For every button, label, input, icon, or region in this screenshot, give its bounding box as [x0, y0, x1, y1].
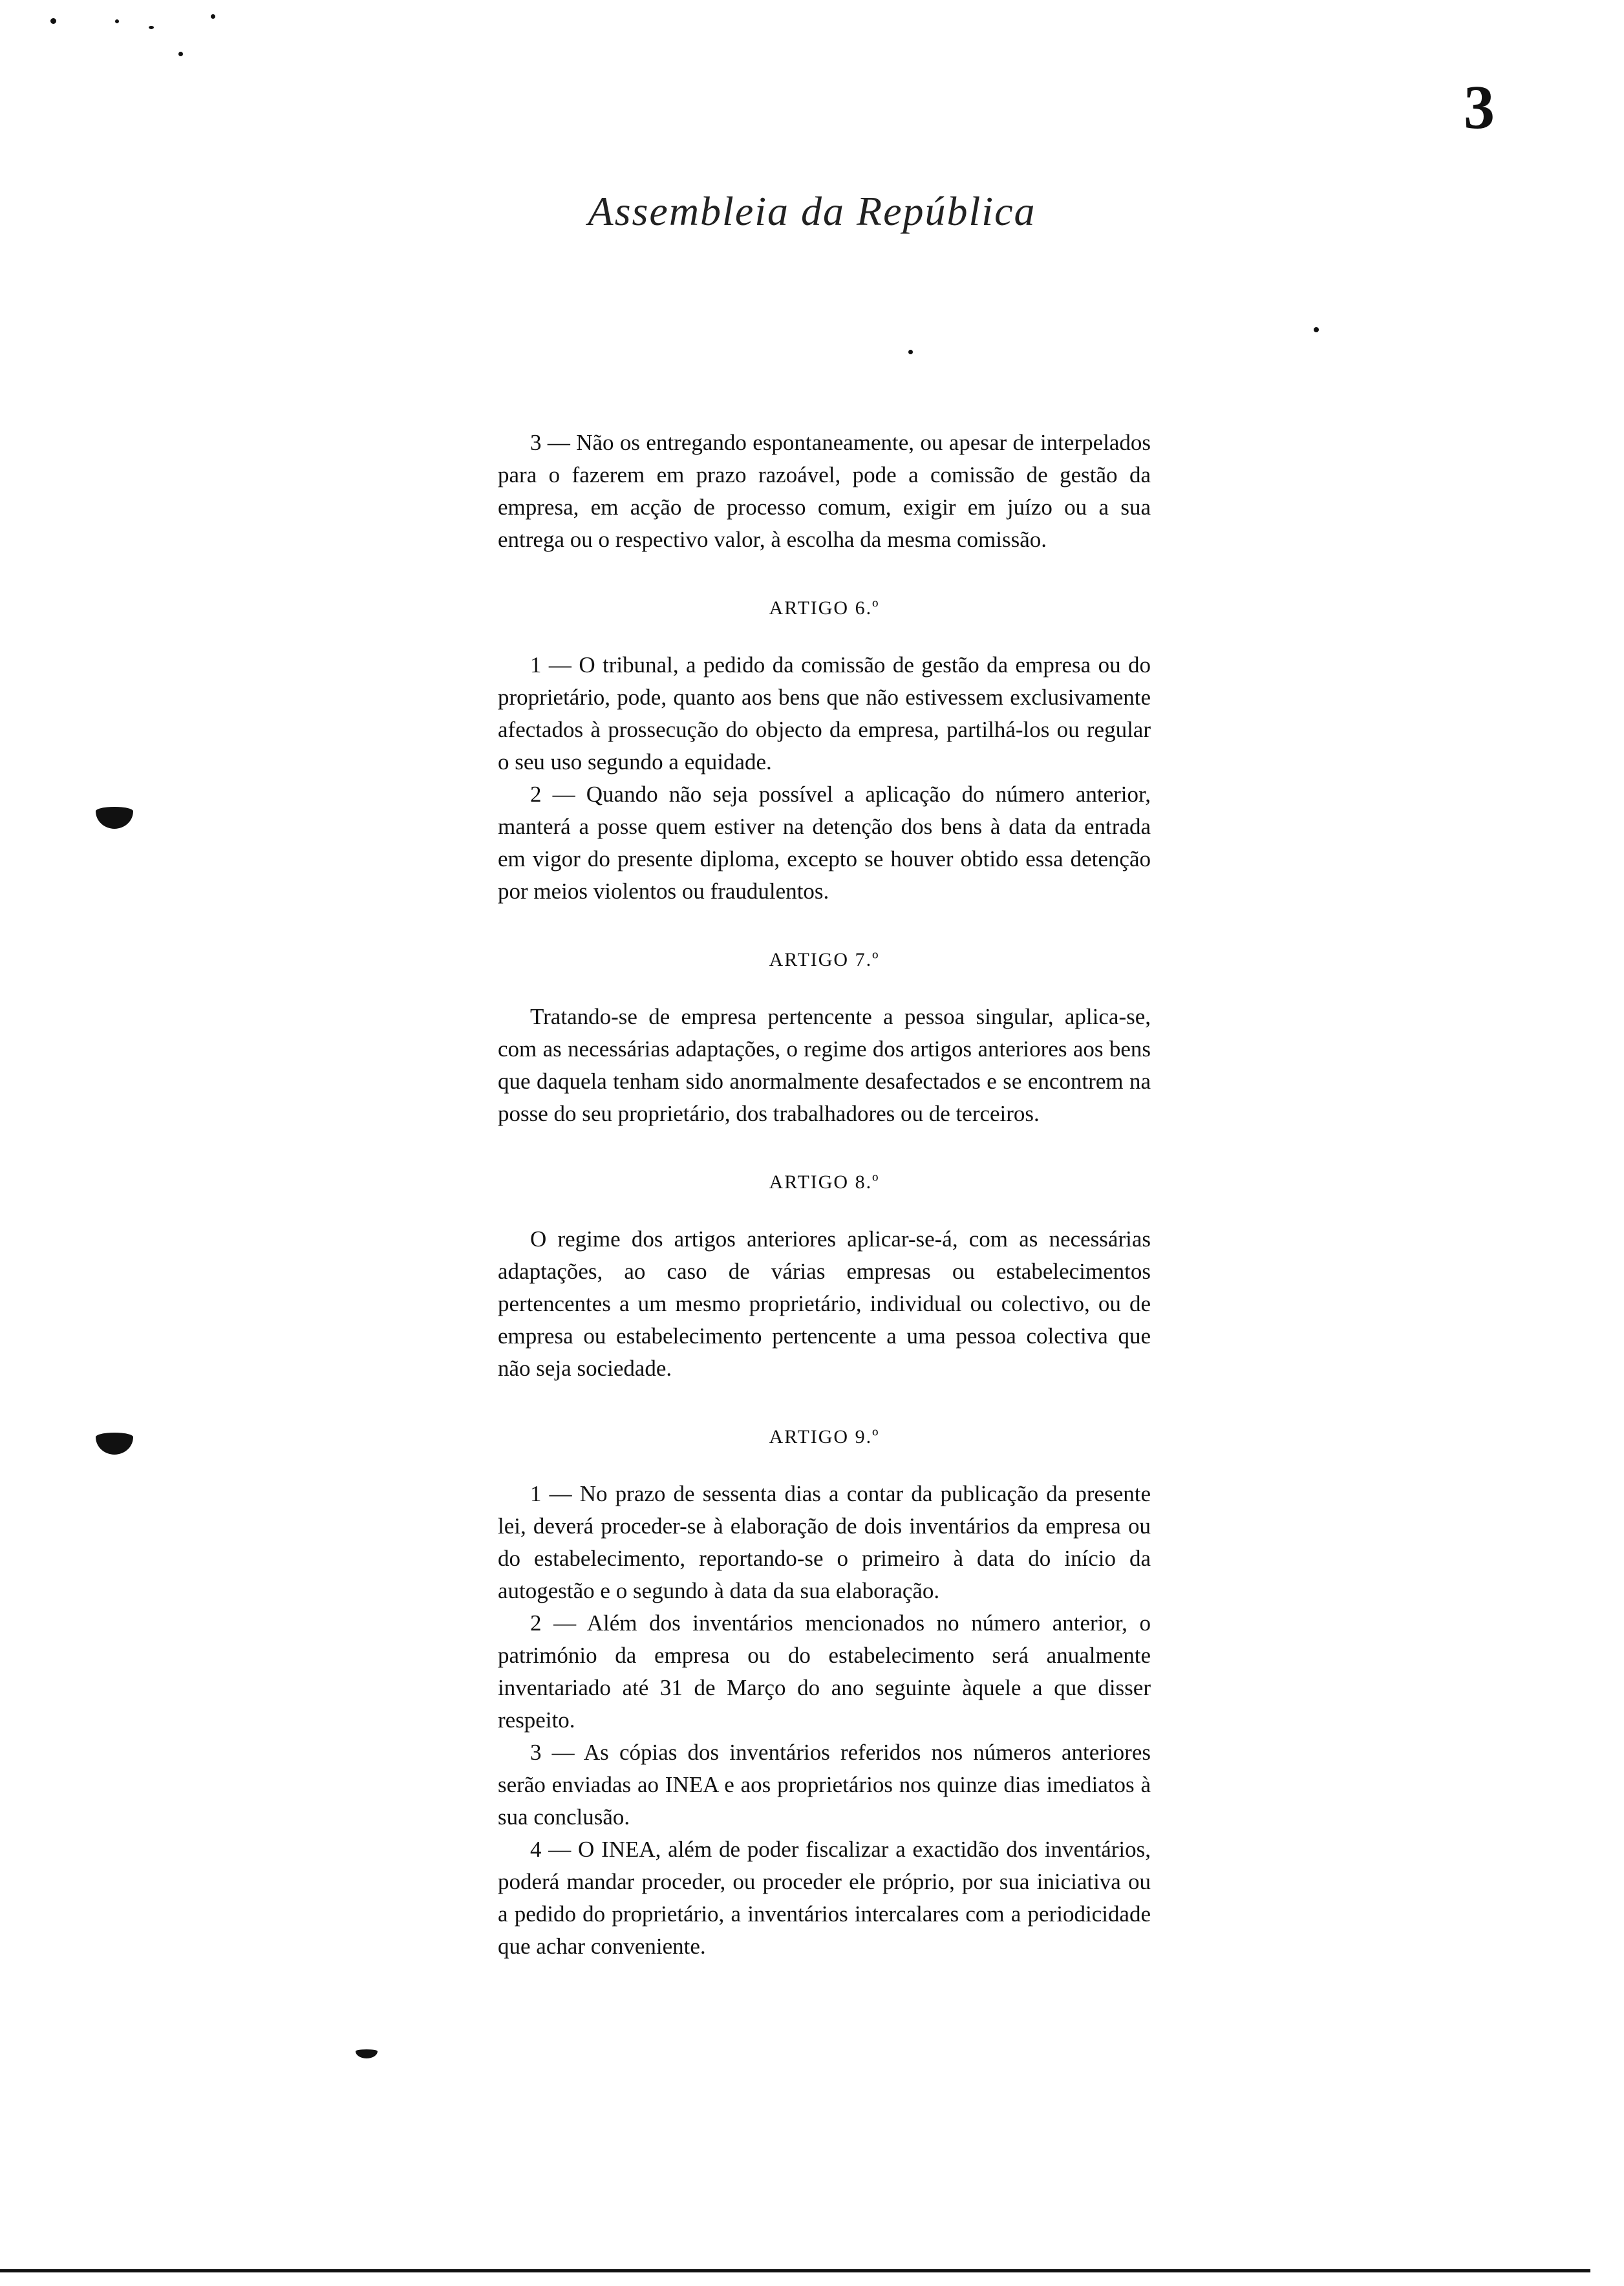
article-7: [498, 944, 1151, 1130]
article-heading: ARTIGO 9.º: [769, 1426, 880, 1447]
paragraph: O regime dos artigos anteriores aplicar-se-á, com as necessárias adaptações, ao caso de várias empresas ou estabelecimentos pertencentes a um mesmo proprietário, individual ou colectivo, ou de empresa ou estabelecimento pertencente a uma pessoa colectiva que não seja sociedade.: [498, 1226, 1151, 1381]
paragraph: 4 — O INEA, além de poder fiscalizar a exactidão dos inventários, poderá mandar proceder, ou proceder ele próprio, por sua iniciativa ou a pedido do proprietário, a inventários intercalares com a periodicidade que achar conveniente.: [498, 1837, 1151, 1959]
paragraph: 2 — Além dos inventários mencionados no número anterior, o património da empresa ou do estabelecimento será anualmente inventariado até 31 de Março do ano seguinte àquele a que disser respeito.: [498, 1610, 1151, 1733]
letterhead: Assembleia da República: [588, 188, 1036, 234]
paragraph: 3 — Não os entregando espontaneamente, ou apesar de interpelados para o fazerem em prazo razoável, pode a comissão de gestão da empresa, em acção de processo comum, exigir em juízo ou a sua entrega ou o respectivo valor, à escolha da mesma comissão.: [498, 430, 1151, 552]
scan-speck: [115, 19, 119, 23]
scan-speck: [178, 52, 183, 56]
punch-hole-mark: [96, 1433, 133, 1455]
punch-hole-mark: [356, 2049, 378, 2058]
scan-speck: [1314, 327, 1319, 332]
page-number: 3: [1464, 72, 1495, 142]
article-heading: ARTIGO 6.º: [769, 597, 880, 619]
article-8: [498, 1166, 1151, 1385]
article-9: [498, 1421, 1151, 1963]
paragraph: 2 — Quando não seja possível a aplicação do número anterior, manterá a posse quem estiver na detenção dos bens à data da entrada em vigor do presente diploma, excepto se houver obtido essa detenção por meios violentos ou fraudulentos.: [498, 782, 1151, 904]
paragraph: 1 — No prazo de sessenta dias a contar da publicação da presente lei, deverá proceder-se à elaboração de dois inventários da empresa ou do estabelecimento, reportando-se o primeiro à data do início da autogestão e o segundo à data da sua elaboração.: [498, 1481, 1151, 1603]
article-heading: ARTIGO 7.º: [769, 949, 880, 970]
bottom-rule: [0, 2269, 1590, 2272]
paragraph: 3 — As cópias dos inventários referidos nos números anteriores serão enviadas ao INEA e aos proprietários nos quinze dias imediatos à sua conclusão.: [498, 1740, 1151, 1830]
document-body: [498, 427, 1151, 1963]
paragraph: 1 — O tribunal, a pedido da comissão de gestão da empresa ou do proprietário, pode, quanto aos bens que não estivessem exclusivamente afectados à prossecução do objecto da empresa, partilhá-los ou regular o seu uso segundo a equidade.: [498, 652, 1151, 774]
scan-speck: [908, 350, 913, 354]
scan-speck: [149, 26, 154, 29]
paragraph: Tratando-se de empresa pertencente a pessoa singular, aplica-se, com as necessárias adaptações, o regime dos artigos anteriores aos bens que daquela tenham sido anormalmente desafectados e se encontrem na posse do seu proprietário, dos trabalhadores ou de terceiros.: [498, 1004, 1151, 1126]
punch-hole-mark: [96, 807, 133, 829]
scan-speck: [211, 14, 215, 19]
article-continuation: [498, 427, 1151, 556]
scan-speck: [50, 18, 56, 24]
article-heading: ARTIGO 8.º: [769, 1171, 880, 1193]
article-6: [498, 592, 1151, 908]
